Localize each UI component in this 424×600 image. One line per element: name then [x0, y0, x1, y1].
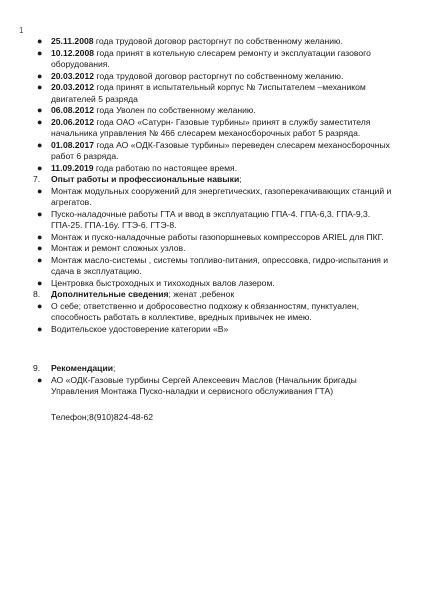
section-9-number: 9.: [33, 363, 41, 373]
employment-date: 01.08.2017: [51, 139, 95, 150]
employment-text: года работаю по настоящее время.: [93, 162, 238, 173]
bullet-icon: ●: [37, 231, 43, 242]
list-item: [23, 163, 395, 175]
list-item: [23, 255, 395, 278]
section-9-title: Рекомендации: [51, 363, 114, 373]
employment-date: 10.12.2008: [51, 47, 95, 58]
list-item-text: Центровка быстроходных и тихоходных валов лазером.: [51, 277, 275, 288]
list-item: [23, 324, 395, 336]
resume-content: [23, 36, 395, 423]
bullet-icon: ●: [37, 116, 43, 127]
list-item: [23, 117, 395, 140]
bullet-icon: ●: [37, 82, 43, 92]
list-item: [23, 82, 395, 105]
employment-date: 06.08.2012: [51, 105, 95, 115]
section-8-number: 8.: [33, 289, 41, 299]
section-7-suffix: ;: [239, 174, 242, 184]
bullet-icon: ●: [37, 374, 43, 385]
section-8-suffix: ; женат ,ребенок: [168, 289, 235, 299]
bullet-icon: ●: [37, 139, 43, 150]
section-7-heading: [23, 174, 395, 186]
employment-text: года ОАО «Сатурн- Газовые турбины» принят в службу заместителя начальника управления № 466 слесарем механосборочных работ 5 разряда.: [51, 116, 371, 138]
skills-list: [23, 186, 395, 290]
bullet-icon: ●: [37, 254, 43, 265]
employment-date: 11.09.2019: [51, 162, 94, 173]
list-item-text: Монтаж модульных сооружений для энергетических, газоперекачивающих станций и агрегатов.: [51, 185, 392, 207]
list-item-text: Монтаж и ремонт сложных узлов.: [51, 243, 186, 253]
list-item: [23, 105, 395, 117]
employment-text: года Уволен по собственному желанию.: [94, 105, 256, 115]
employment-date: 25.11.2008: [51, 36, 94, 46]
section-7-number: 7.: [33, 174, 41, 184]
bullet-icon: ●: [37, 208, 43, 219]
page-number: 1: [19, 26, 24, 35]
section-9-suffix: ;: [113, 363, 116, 373]
recommendations-list: [23, 375, 395, 398]
employment-text: года трудовой договор расторгнут по собственному желанию.: [94, 70, 344, 81]
bullet-icon: ●: [37, 105, 43, 115]
employment-date: 20.06.2012: [51, 116, 95, 127]
list-item: [23, 209, 395, 232]
employment-text: года АО «ОДК-Газовые турбины» переведен слесарем механосборочных работ 6 разряда.: [51, 139, 390, 161]
bullet-icon: ●: [37, 243, 43, 253]
section-9-heading: [23, 363, 395, 375]
section-8-heading: [23, 289, 395, 301]
list-item: [23, 243, 395, 255]
list-item: [23, 278, 395, 290]
bullet-icon: ●: [37, 277, 43, 288]
bullet-icon: ●: [37, 70, 43, 81]
section-8-title: Дополнительные сведения: [51, 289, 169, 299]
phone-line: Телефон;8(910)824-48-62: [51, 411, 154, 422]
list-item: [23, 375, 395, 398]
bullet-icon: ●: [37, 185, 43, 196]
employment-date: 20.03.2012: [51, 70, 95, 81]
employment-text: года трудовой договор расторгнут по собственному желанию.: [93, 36, 343, 46]
list-item-text: Монтаж и пуско-наладочные работы газопоршневых компрессоров ARIEL для ПКГ.: [51, 231, 384, 242]
list-item: [23, 36, 395, 48]
employment-date: 20.03.2012: [51, 82, 95, 92]
bullet-icon: ●: [37, 162, 43, 173]
list-item-text: АО «ОДК-Газовые турбины Сергей Алексеевич Маслов (Начальник бригады Управления Монтажа Пуско-наладки и сервисного обслуживания ГТА): [51, 374, 357, 396]
list-item-text: Водительское удостоверение категории «В»: [51, 323, 229, 334]
list-item-text: Монтаж масло-системы , системы топливо-питания, опрессовка, гидро-испытания и сдача в эксплуатацию.: [51, 254, 389, 276]
bullet-icon: ●: [37, 300, 43, 311]
list-item: [23, 232, 395, 244]
list-item: [23, 186, 395, 209]
employment-text: года принят в испытательный корпус № 7испытателем –механиком двигателей 5 разряда: [51, 82, 366, 104]
section-7-title: Опыт работы и профессиональные навыки: [51, 174, 240, 184]
employment-history: [23, 36, 395, 174]
additional-info-list: [23, 301, 395, 336]
bullet-icon: ●: [37, 36, 43, 46]
employment-text: года принят в котельную слесарем ремонту и эксплуатации газового оборудования.: [51, 47, 371, 69]
list-item-text: Пуско-наладочные работы ГТА и ввод в эксплуатацию ГПА-4. ГПА-6,3. ГПА-9,3. ГПА-25. ГПА-16у. ГТЭ-6. ГТЭ-8.: [51, 208, 371, 230]
list-item: [23, 48, 395, 71]
list-item: [23, 301, 395, 324]
list-item-text: О себе; ответственно и добросовестно подхожу к обязанностям, пунктуален, способность работать в коллективе, вредных привычек не имею.: [51, 300, 359, 322]
list-item: [23, 140, 395, 163]
bullet-icon: ●: [37, 323, 43, 334]
bullet-icon: ●: [37, 47, 43, 58]
list-item: [23, 71, 395, 83]
